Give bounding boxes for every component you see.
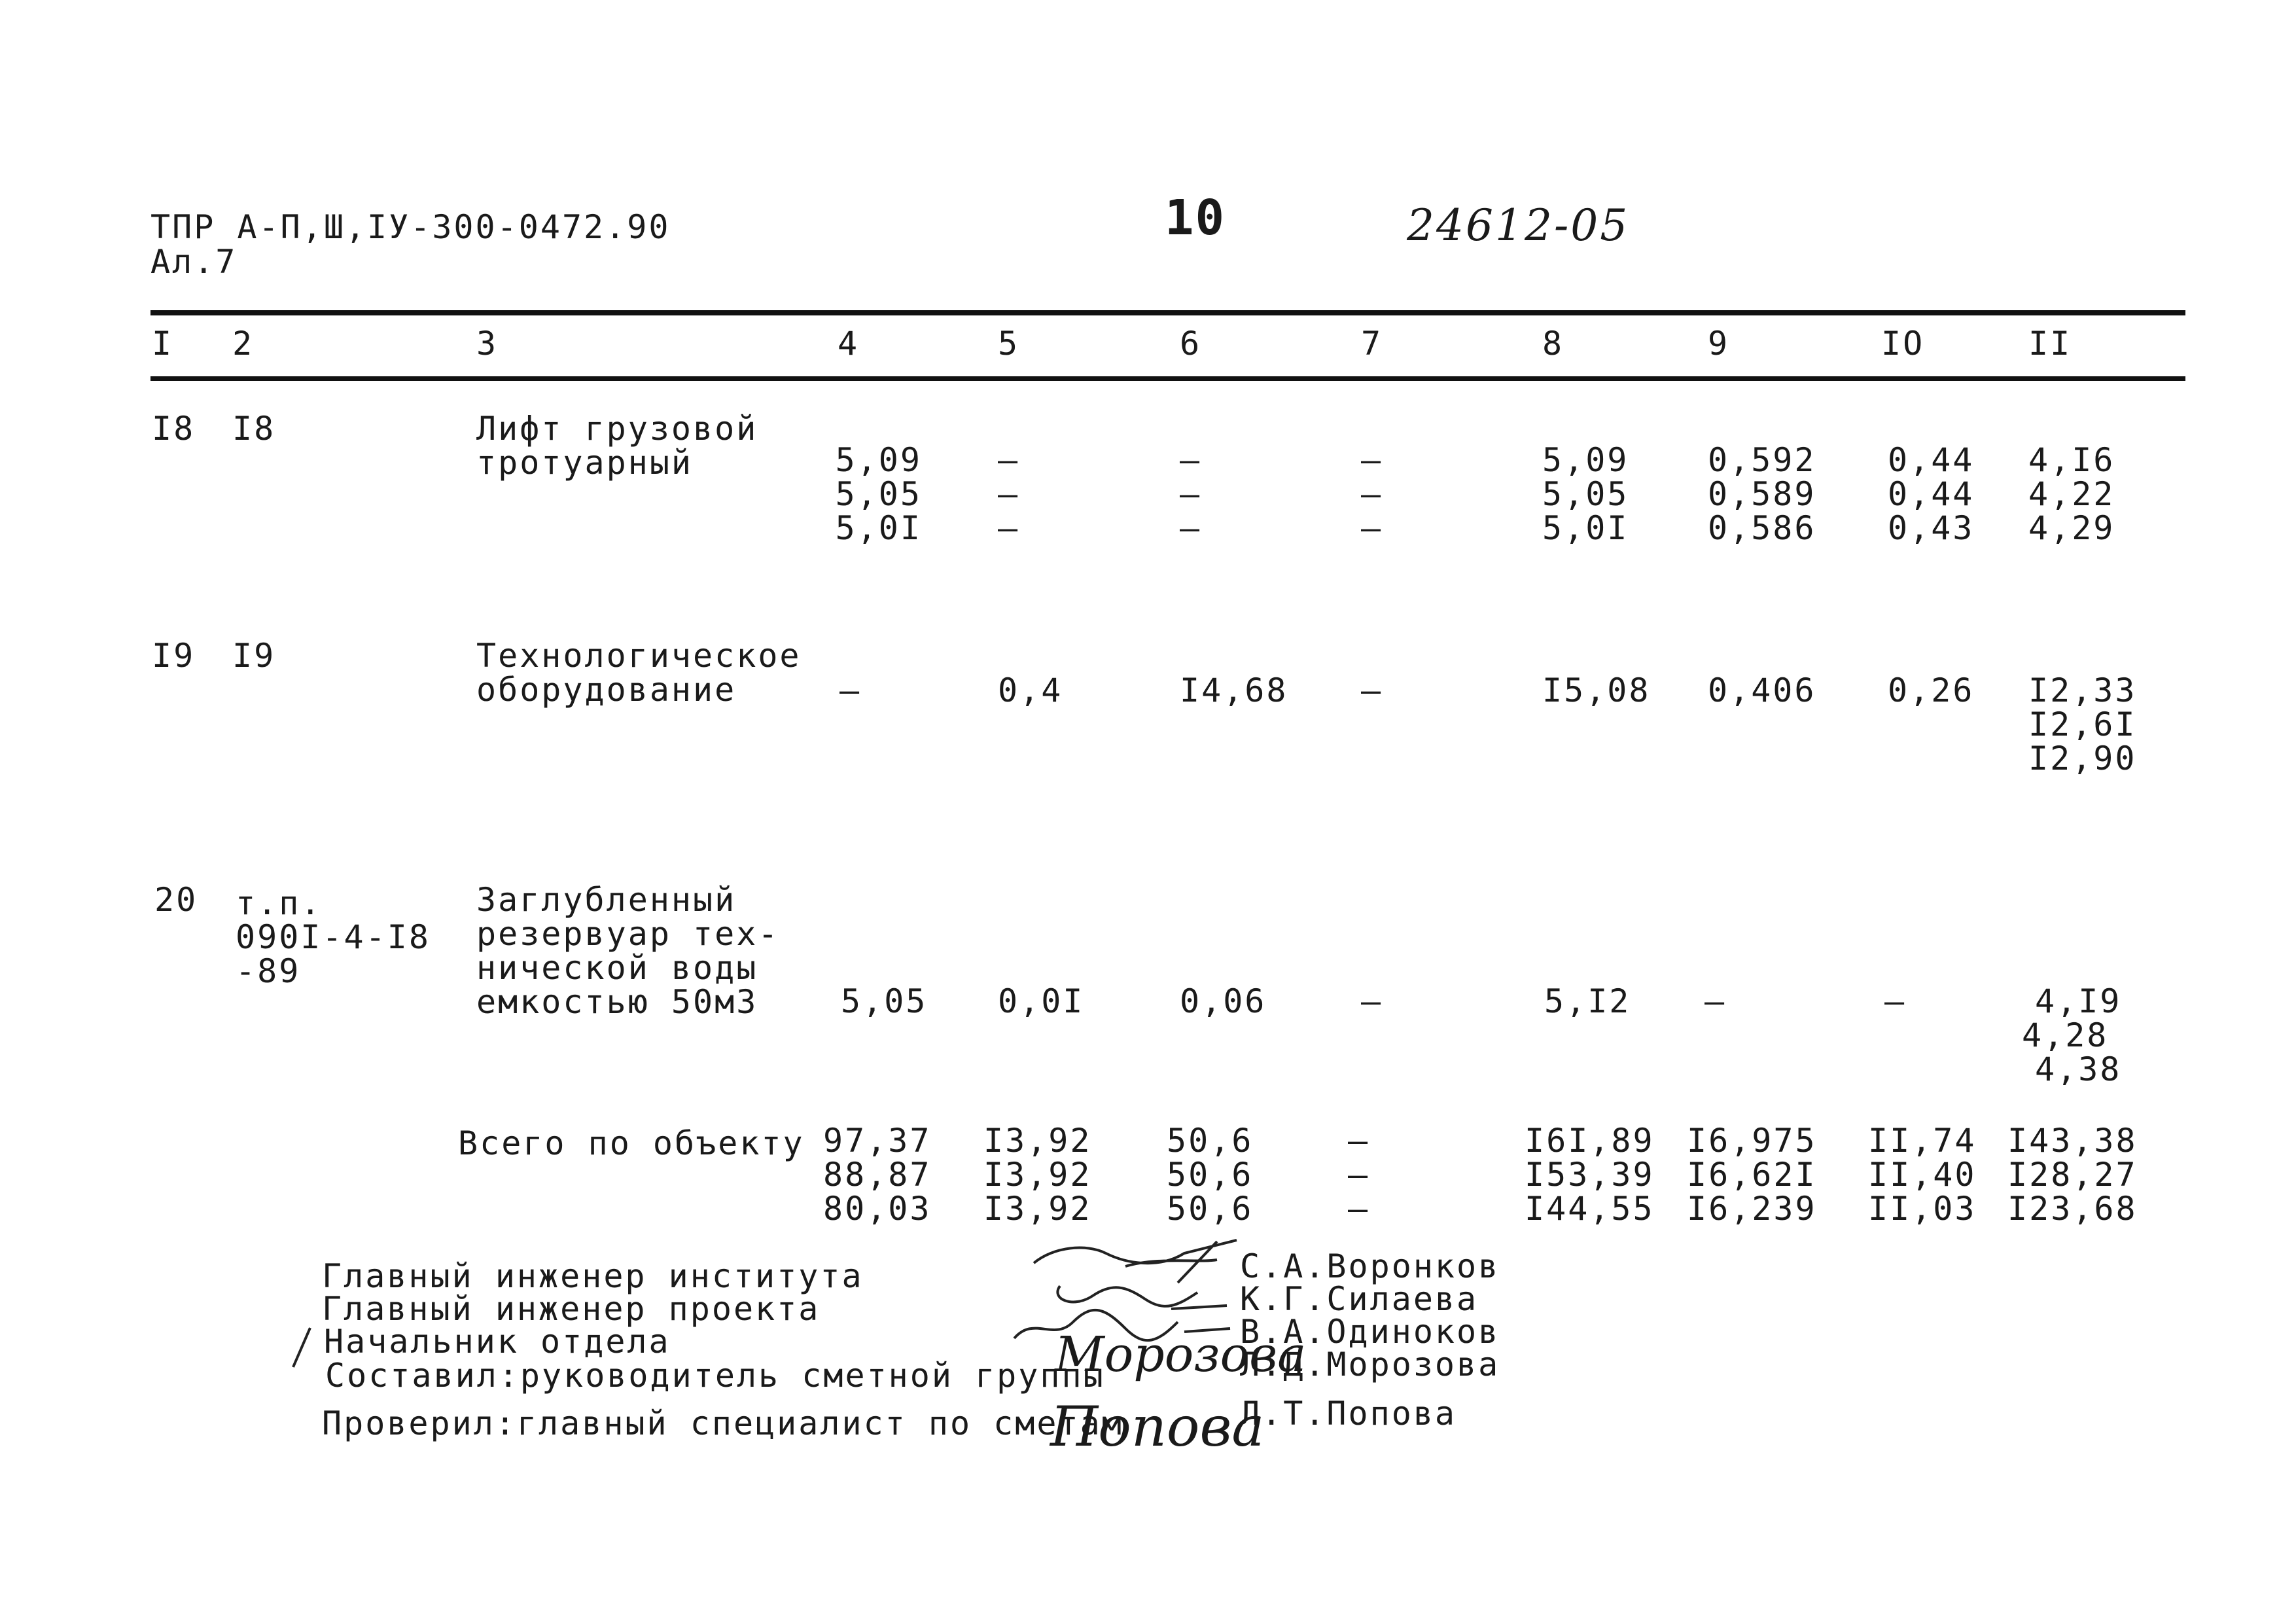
- row-19-col6: I4,68: [1180, 671, 1288, 709]
- signatory-position-4: Составил:руководитель сметной группы: [325, 1357, 1105, 1395]
- signatory-name-5: Л.Т.Попова: [1240, 1395, 1457, 1433]
- row-18-col6: – – –: [1180, 441, 1202, 547]
- total-label: Всего по объекту: [458, 1124, 805, 1162]
- row-20-number: 20: [154, 881, 198, 919]
- total-col8: I6I,89 I53,39 I44,55: [1525, 1122, 1655, 1228]
- total-col5: I3,92 I3,92 I3,92: [983, 1122, 1092, 1228]
- row-18-col5: – – –: [998, 441, 1020, 547]
- total-col10: II,74 II,40 II,03: [1868, 1122, 1977, 1228]
- row-18-number: I8: [152, 410, 196, 448]
- column-header-5: 5: [998, 325, 1020, 363]
- row-20-col4: 5,05: [841, 982, 928, 1020]
- signatory-position-5: Проверил:главный специалист по сметам: [322, 1404, 1123, 1442]
- row-19-col4: –: [839, 671, 862, 709]
- column-header-11: II: [2028, 325, 2072, 363]
- column-header-2: 2: [232, 325, 255, 363]
- row-20-col7: –: [1361, 982, 1383, 1020]
- row-20-col6: 0,06: [1180, 982, 1267, 1020]
- signature-morozova: Морозова: [1055, 1327, 1307, 1383]
- column-header-4: 4: [838, 325, 860, 363]
- row-19-col5: 0,4: [998, 671, 1063, 709]
- signatory-name-2: К.Г.Силаева: [1240, 1280, 1479, 1318]
- row-19-col7: –: [1361, 671, 1383, 709]
- row-20-name: Заглубленный резервуар тех- нической воды емкостью 50м3: [476, 881, 780, 1021]
- signatory-name-3: В.А.Одиноков: [1240, 1313, 1500, 1351]
- row-20-reference: т.п. 090I-4-I8 -89: [236, 884, 431, 990]
- signatory-name-4: Л.Д.Морозова: [1240, 1346, 1500, 1383]
- column-header-3: 3: [476, 325, 499, 363]
- row-20-col9: –: [1704, 982, 1727, 1020]
- row-20-col8: 5,I2: [1544, 982, 1631, 1020]
- row-18-col9: 0,592 0,589 0,586: [1708, 441, 1816, 547]
- page-number: 10: [1165, 190, 1226, 246]
- row-19-col11: I2,33 I2,6I I2,90: [2028, 671, 2137, 777]
- row-19-col10: 0,26: [1888, 671, 1975, 709]
- album-number: Ал.7: [150, 243, 238, 281]
- row-18-col8: 5,09 5,05 5,0I: [1542, 441, 1629, 547]
- row-19-name: Технологическое оборудование: [476, 637, 802, 709]
- row-18-col4: 5,09 5,05 5,0I: [835, 441, 922, 547]
- row-18-name: Лифт грузовой тротуарный: [476, 410, 758, 482]
- table-top-rule: [150, 310, 2185, 315]
- row-20-col10: –: [1884, 982, 1907, 1020]
- total-col4: 97,37 88,87 80,03: [823, 1122, 932, 1228]
- signatory-position-1: Главный инженер института: [322, 1257, 864, 1295]
- column-header-7: 7: [1361, 325, 1383, 363]
- row-18-col7: – – –: [1361, 441, 1383, 547]
- row-19-number: I9: [152, 637, 196, 675]
- margin-mark-icon: [288, 1325, 314, 1371]
- table-header-rule: [150, 376, 2185, 381]
- signature-popova: Попова: [1050, 1395, 1265, 1459]
- signatory-name-1: С.А.Воронков: [1240, 1247, 1500, 1285]
- total-col11: I43,38 I28,27 I23,68: [2007, 1122, 2138, 1228]
- column-header-6: 6: [1180, 325, 1202, 363]
- row-19-col8: I5,08: [1542, 671, 1651, 709]
- column-header-9: 9: [1708, 325, 1730, 363]
- document-number: 24612-05: [1407, 200, 1630, 251]
- total-col6: 50,6 50,6 50,6: [1167, 1122, 1254, 1228]
- row-20-col5: 0,0I: [998, 982, 1085, 1020]
- total-col9: I6,975 I6,62I I6,239: [1687, 1122, 1817, 1228]
- row-18-reference: I8: [232, 410, 276, 448]
- signatory-position-3: Начальник отдела: [324, 1323, 671, 1361]
- column-header-1: I: [152, 325, 174, 363]
- row-18-col11: 4,I6 4,22 4,29: [2028, 441, 2115, 547]
- row-19-col9: 0,406: [1708, 671, 1816, 709]
- row-19-reference: I9: [232, 637, 276, 675]
- total-col7: – – –: [1348, 1122, 1370, 1228]
- signatory-position-2: Главный инженер проекта: [322, 1290, 821, 1328]
- row-18-col10: 0,44 0,44 0,43: [1888, 441, 1975, 547]
- document-code: ТПР А-П,Ш,IУ-300-0472.90: [150, 208, 671, 246]
- row-20-col11: 4,I9 4,28 4,38: [2022, 982, 2122, 1088]
- column-header-8: 8: [1542, 325, 1564, 363]
- column-header-10: IO: [1881, 325, 1925, 363]
